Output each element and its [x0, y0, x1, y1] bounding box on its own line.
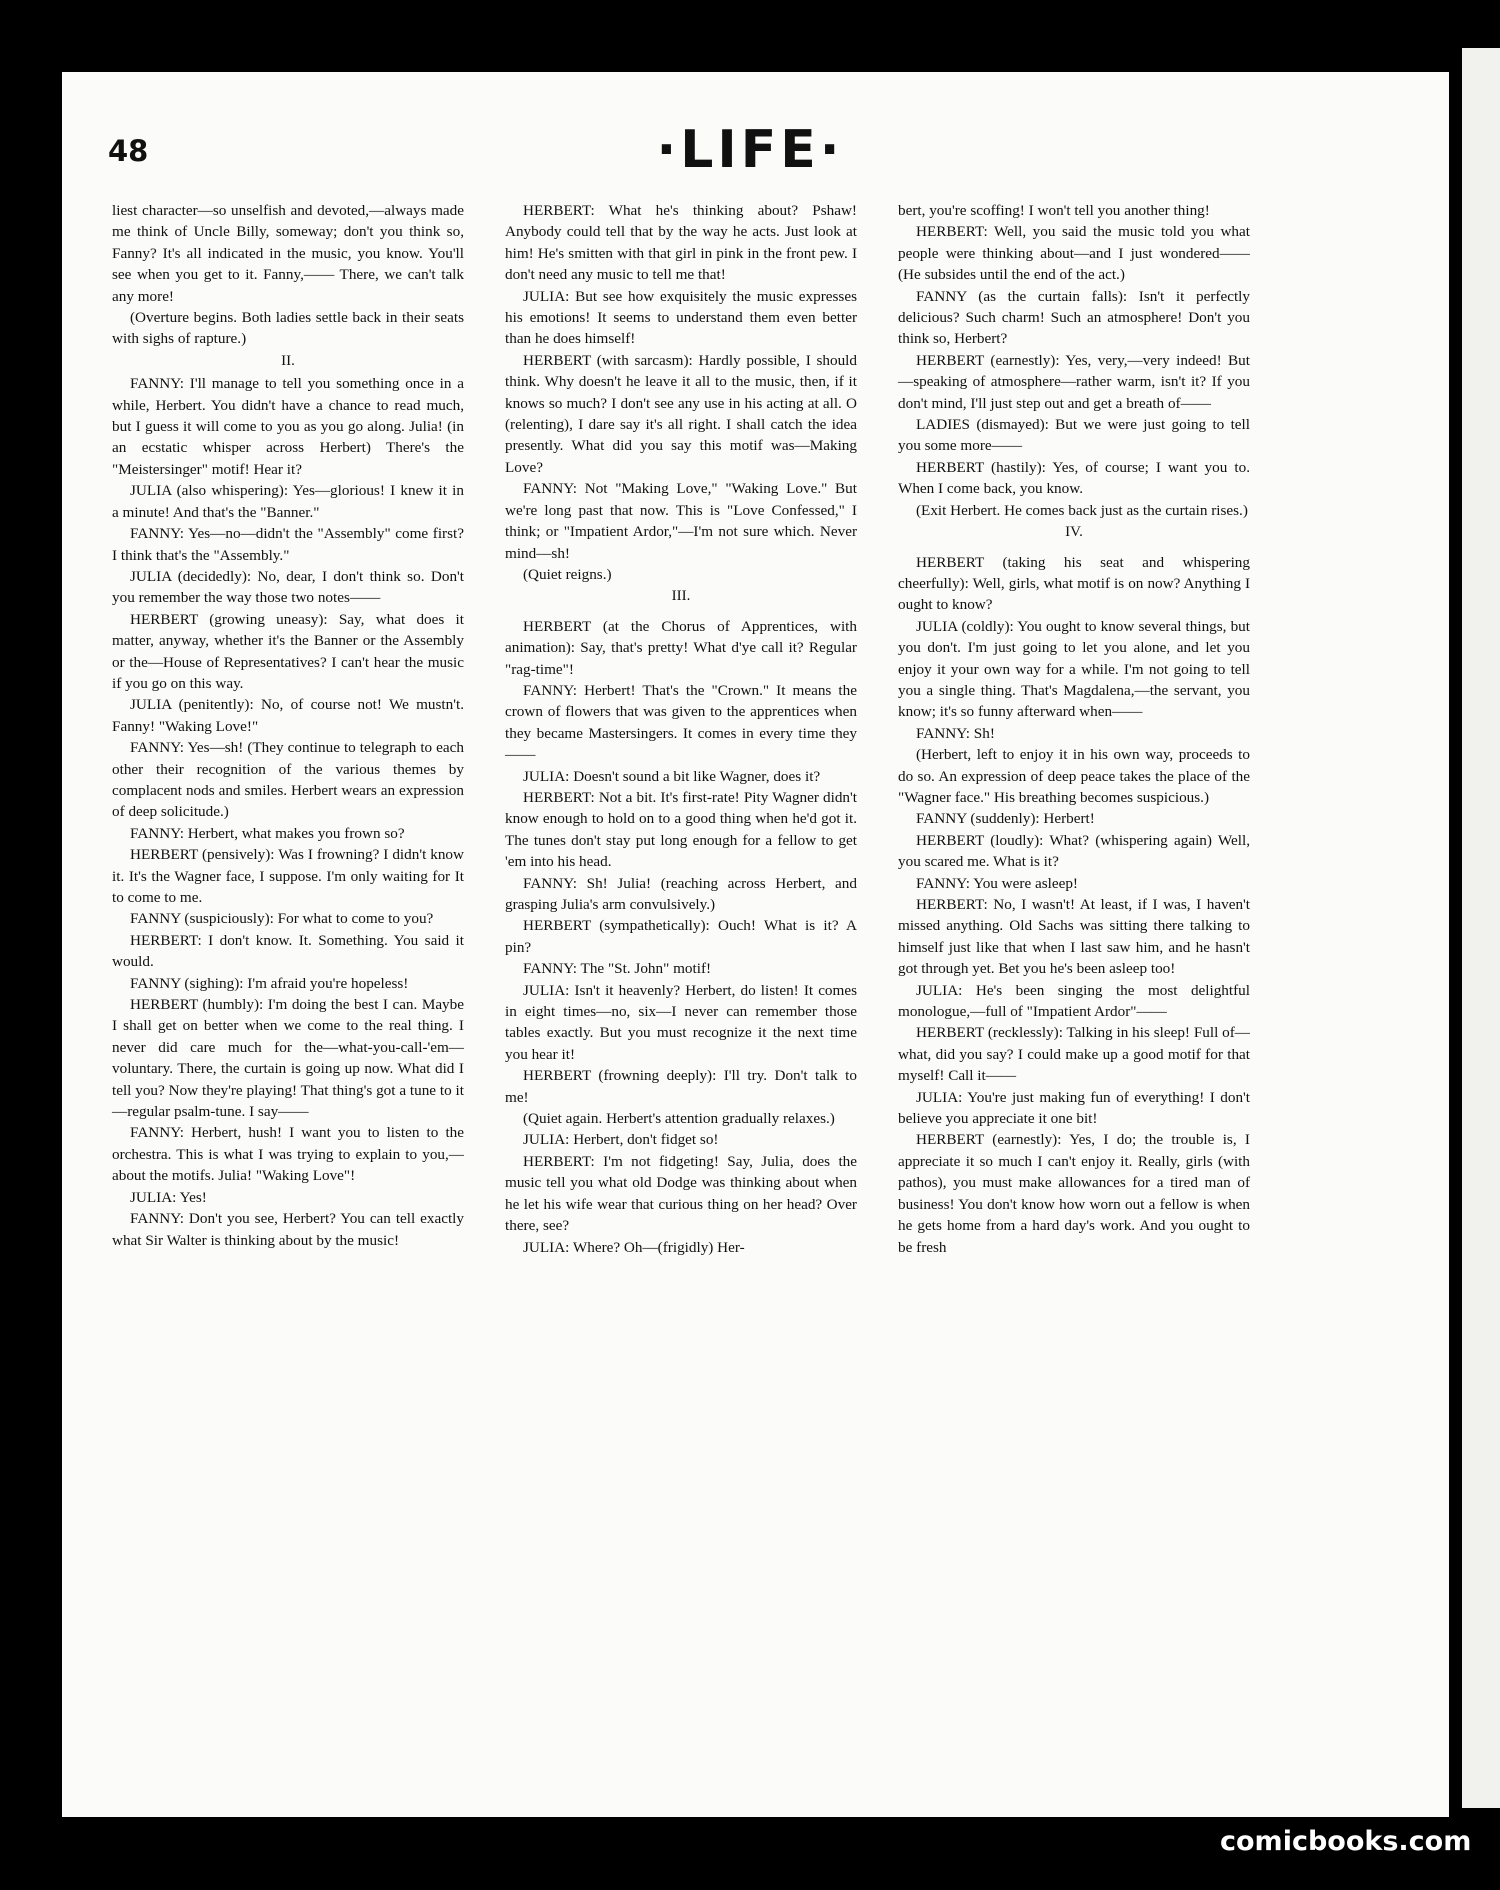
dialogue-line: HERBERT (hastily): Yes, of course; I want you to. When I come back, you know. [898, 458, 1250, 498]
scan-border-top [0, 0, 1500, 72]
paragraph: liest character—so unselfish and devoted,—always made me think of Uncle Billy, someway; don't you think so, Fanny? It's all indicated in the music, you know. You'll see when you get to it. Fanny,—— There, we can't talk any more! [112, 202, 464, 305]
dialogue-line: FANNY (suspiciously): For what to come to you? [130, 910, 434, 928]
stage-direction: (Quiet again. Herbert's attention gradually relaxes.) [523, 1110, 835, 1128]
site-watermark: comicbooks.com [1220, 1826, 1472, 1857]
dialogue-line: FANNY: Not "Making Love," "Waking Love." But we're long past that now. This is "Love Confessed," I think; or "Impatient Ardor,"—I'm not sure which. Never mind—sh! [505, 480, 857, 562]
dialogue-line: LADIES (dismayed): But we were just going to tell you some more—— [898, 416, 1250, 455]
stage-direction: (Herbert, left to enjoy it in his own way, proceeds to do so. An expression of deep peace takes the place of the "Wagner face." His breathing becomes suspicious.) [898, 746, 1250, 806]
dialogue-line: HERBERT (earnestly): Yes, very,—very indeed! But—speaking of atmosphere—rather warm, isn't it? If you don't mind, I'll just step out and get a breath of—— [898, 351, 1250, 412]
dialogue-line: FANNY: Herbert! That's the "Crown." It means the crown of flowers that was given to the apprentices when they became Mastersingers. It comes in every time they—— [505, 681, 857, 764]
text-column-1 [112, 200, 464, 1251]
stage-direction: (Exit Herbert. He comes back just as the curtain rises.) [916, 501, 1248, 519]
dialogue-line: FANNY (as the curtain falls): Isn't it perfectly delicious? Such charm! Such an atmosphere! Don't you think so, Herbert? [898, 287, 1250, 348]
dialogue-line: HERBERT: Not a bit. It's first-rate! Pity Wagner didn't know enough to hold on to a good thing when he'd got it. The tunes don't stay put long enough for a fellow to get 'em into his head. [505, 788, 857, 871]
dialogue-line: FANNY: The "St. John" motif! [523, 960, 712, 978]
dialogue-line: JULIA (also whispering): Yes—glorious! I knew it in a minute! And that's the "Banner." [112, 482, 464, 521]
masthead-title: ·LIFE· [656, 120, 844, 180]
section-heading: III. [671, 588, 691, 605]
dialogue-line: HERBERT (earnestly): Yes, I do; the trouble is, I appreciate it so much I can't enjoy it. Really, girls (with pathos), you must make allowances for a tired man of business! You don't know how worn out a fellow is when he gets home from a hard day's work. And you ought to be fresh [898, 1131, 1250, 1256]
dialogue-line: HERBERT: No, I wasn't! At least, if I was, I haven't missed anything. Old Sachs was sitting there talking to himself just like that when I last saw him, and he hasn't got through yet. Bet you he's been asleep too! [898, 896, 1250, 978]
scan-border-left [0, 0, 62, 1890]
dialogue-line: HERBERT (recklessly): Talking in his sleep! Full of—what, did you say? I could make up a good motif for that myself! Call it—— [898, 1024, 1250, 1085]
dialogue-line: JULIA: Where? Oh—(frigidly) Her- [523, 1238, 745, 1256]
dialogue-line: HERBERT (loudly): What? (whispering again) Well, you scared me. What is it? [898, 831, 1250, 871]
dialogue-line: JULIA (decidedly): No, dear, I don't think so. Don't you remember the way those two notes—— [112, 567, 464, 607]
dialogue-line: FANNY: Yes—no—didn't the "Assembly" come first? I think that's the "Assembly." [112, 525, 464, 564]
dialogue-line: FANNY: Herbert, hush! I want you to listen to the orchestra. This is what I was trying to explain to you,—about the motifs. Julia! "Waking Love"! [112, 1124, 464, 1185]
stage-direction: (Quiet reigns.) [523, 565, 612, 583]
section-heading: II. [281, 352, 295, 369]
dialogue-line: JULIA: Yes! [130, 1188, 207, 1206]
dialogue-line: HERBERT (with sarcasm): Hardly possible, I should think. Why doesn't he leave it all to the music, then, if it knows so much? I don't see any use in his acting at all. O (relenting), I dare say it's all right. I shall catch the idea presently. What did you say this motif was—Making Love? [505, 351, 857, 476]
text-column-2 [505, 200, 857, 1258]
dialogue-line: HERBERT: I don't know. It. Something. You said it would. [112, 931, 464, 971]
dialogue-line: HERBERT: I'm not fidgeting! Say, Julia, does the music tell you what old Dodge was thinking about when he let his wife wear that curious thing on her head? Over there, see? [505, 1152, 857, 1235]
dialogue-line: FANNY (sighing): I'm afraid you're hopeless! [130, 974, 409, 992]
dialogue-line: FANNY: Herbert, what makes you frown so? [130, 824, 405, 842]
dialogue-line: HERBERT (at the Chorus of Apprentices, with animation): Say, that's pretty! What d'ye call it? Regular "rag-time"! [505, 617, 857, 678]
dialogue-line: JULIA: He's been singing the most delightful monologue,—full of "Impatient Ardor"—— [898, 981, 1250, 1021]
dialogue-line: FANNY: I'll manage to tell you something once in a while, Herbert. You didn't have a chance to read much, but I guess it will come to you as you go along. Julia! (in an ecstatic whisper across Herbert) There's the "Meistersinger" motif! Hear it? [112, 375, 464, 478]
dialogue-line: JULIA: You're just making fun of everything! I don't believe you appreciate it one bit! [898, 1088, 1250, 1128]
dialogue-line: JULIA: Doesn't sound a bit like Wagner, does it? [523, 767, 821, 785]
dialogue-line: JULIA (coldly): You ought to know several things, but you don't. I'm just going to let you alone, and let you enjoy it your own way for a while. I'm not going to tell you a single thing. That's Magdalena,—the servant, you know; it's so funny afterward when—— [898, 617, 1250, 721]
dialogue-line: FANNY: Sh! [916, 724, 995, 742]
dialogue-line: HERBERT: What he's thinking about? Pshaw! Anybody could tell that by the way he acts. Just look at him! He's smitten with that girl in pink in the front pew. I don't need any music to tell me that! [505, 202, 857, 284]
dialogue-line: JULIA: But see how exquisitely the music expresses his emotions! It seems to understand them even better than he does himself! [505, 287, 857, 348]
dialogue-line: HERBERT (pensively): Was I frowning? I didn't know it. It's the Wagner face, I suppose. I'm only waiting for It to come to me. [112, 846, 464, 906]
section-heading: IV. [1065, 524, 1083, 541]
dialogue-line: JULIA (penitently): No, of course not! We mustn't. Fanny! "Waking Love!" [112, 696, 464, 735]
dialogue-line: HERBERT (sympathetically): Ouch! What is it? A pin? [505, 917, 857, 956]
paragraph: bert, you're scoffing! I won't tell you another thing! [898, 202, 1210, 219]
dialogue-line: FANNY: You were asleep! [916, 874, 1078, 892]
adjacent-page-edge [1462, 48, 1500, 1808]
dialogue-line: HERBERT (taking his seat and whispering cheerfully): Well, girls, what motif is on now? Anything I ought to know? [898, 553, 1250, 614]
dialogue-line: HERBERT (frowning deeply): I'll try. Don't talk to me! [505, 1067, 857, 1106]
dialogue-line: HERBERT: Well, you said the music told you what people were thinking about—and I just wondered—— (He subsides until the end of the act.) [898, 223, 1250, 284]
text-columns [112, 200, 1272, 1630]
dialogue-line: FANNY: Don't you see, Herbert? You can tell exactly what Sir Walter is thinking about by the music! [112, 1210, 464, 1249]
page-number: 48 [108, 134, 149, 168]
dialogue-line: FANNY: Yes—sh! (They continue to telegraph to each other their recognition of the various themes by complacent nods and smiles. Herbert wears an expression of deep solicitude.) [112, 739, 464, 821]
dialogue-line: JULIA: Isn't it heavenly? Herbert, do listen! It comes in eight times—no, six—I never can remember those tables exactly. But you must recognize it the next time you hear it! [505, 981, 857, 1063]
dialogue-line: HERBERT (humbly): I'm doing the best I can. Maybe I shall get on better when we come to the real thing. I never did care much for the—what-you-call-'em—voluntary. There, the curtain is going up now. What did I tell you? Now they're playing! That thing's got a tune to it—regular psalm-tune. I say—— [112, 996, 464, 1121]
dialogue-line: JULIA: Herbert, don't fidget so! [523, 1131, 719, 1149]
dialogue-line: HERBERT (growing uneasy): Say, what does it matter, anyway, whether it's the Banner or the Assembly or the—House of Representatives? I can't hear the music if you go on this way. [112, 610, 464, 692]
dialogue-line: FANNY: Sh! Julia! (reaching across Herbert, and grasping Julia's arm convulsively.) [505, 874, 857, 913]
text-column-3 [898, 200, 1250, 1258]
dialogue-line: FANNY (suddenly): Herbert! [916, 810, 1095, 828]
stage-direction: (Overture begins. Both ladies settle back in their seats with sighs of rapture.) [112, 309, 464, 348]
